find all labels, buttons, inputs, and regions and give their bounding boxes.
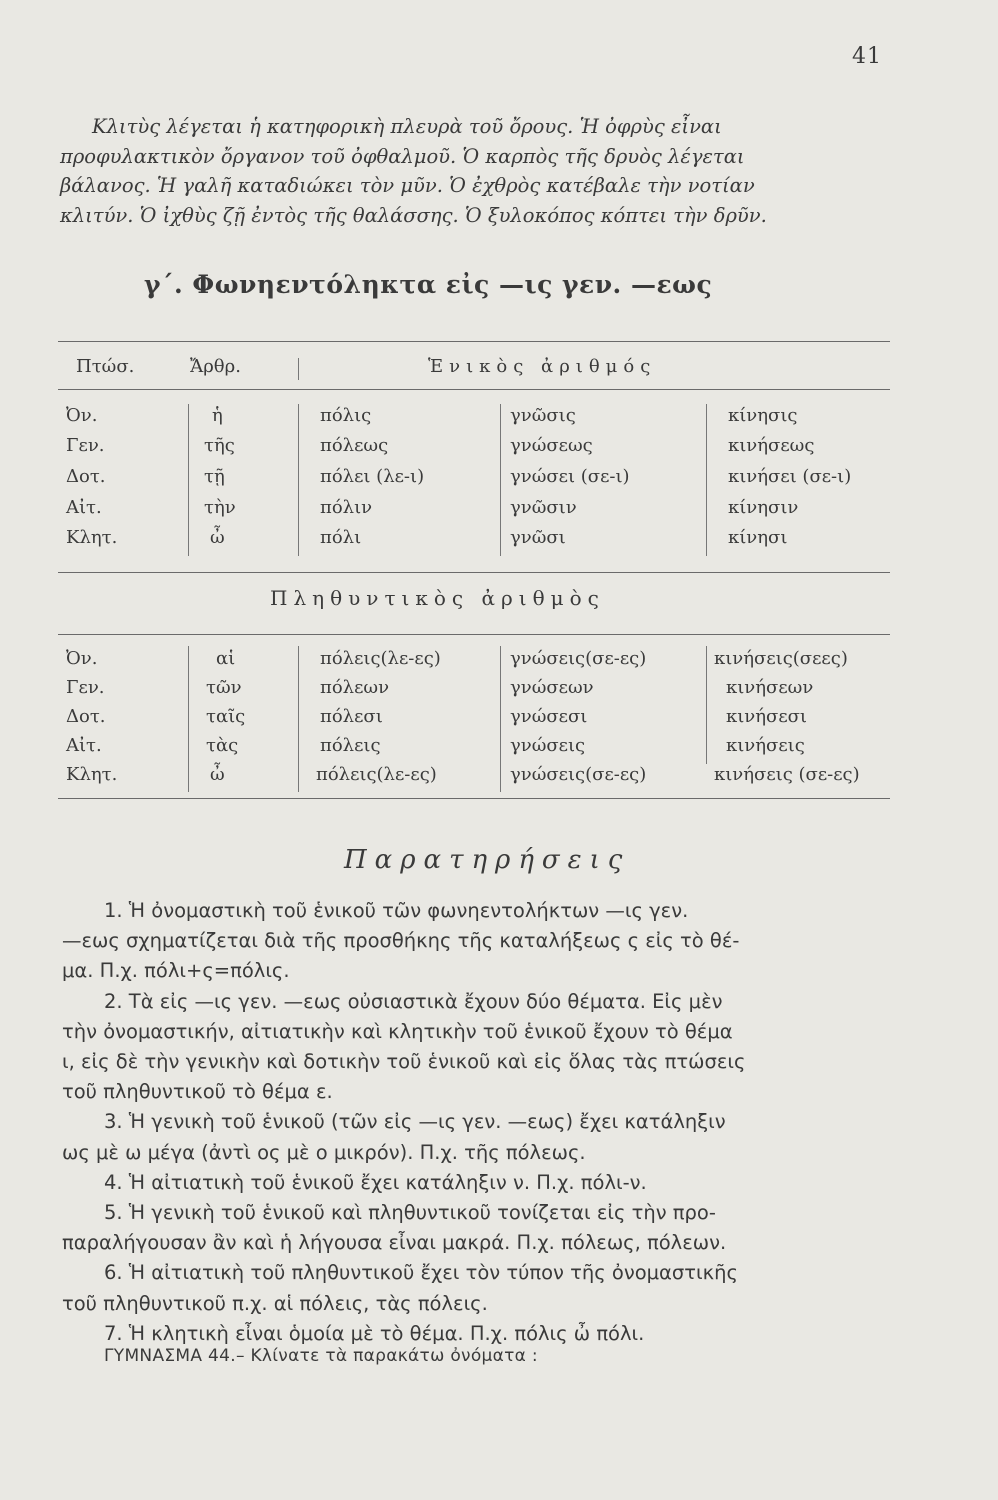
page-number: 41 — [852, 44, 882, 69]
cell-case: Κλητ. — [66, 764, 118, 785]
note-line: 6. Ἡ αἰτιατικὴ τοῦ πληθυντικοῦ ἔχει τὸν τύπον τῆς ὀνομαστικῆς — [104, 1261, 738, 1285]
cell-article: ἡ — [212, 405, 223, 426]
table-rule — [58, 634, 890, 635]
cell-word: γνώσεως — [510, 435, 593, 456]
cell-word: κίνησις — [728, 405, 798, 426]
cell-word: πόλεσι — [320, 706, 383, 727]
cell-word: γνῶσι — [510, 527, 566, 548]
cell-word: πόλεις(λε-ες) — [320, 648, 441, 669]
table-rule — [58, 798, 890, 799]
header-singular: Ἑνικὸς ἀριθμός — [428, 356, 657, 377]
cell-word: γνῶσιν — [510, 497, 577, 518]
note-line: 2. Τὰ εἰς —ις γεν. —εως οὐσιαστικὰ ἔχουν δύο θέματα. Εἰς μὲν — [104, 989, 723, 1013]
table-rule — [58, 389, 890, 390]
note-line: τοῦ πληθυντικοῦ τὸ θέμα ε. — [62, 1080, 333, 1104]
header-article: Ἄρθρ. — [190, 356, 241, 377]
cell-article: τὴν — [204, 497, 236, 518]
cell-case: Ὀν. — [66, 648, 98, 669]
cell-article: ὦ — [210, 527, 225, 548]
cell-word: κινήσεις (σε-ες) — [714, 764, 860, 785]
cell-word: πόλις — [320, 405, 372, 426]
note-line: μα. Π.χ. πόλι+ς=πόλις. — [62, 959, 290, 983]
note-line: τὴν ὀνομαστικήν, αἰτιατικὴν καὶ κλητικὴν τοῦ ἑνικοῦ ἔχουν τὸ θέμα — [62, 1019, 733, 1043]
cell-word: κινήσεσι — [726, 706, 807, 727]
note-line: 7. Ἡ κλητικὴ εἶναι ὁμοία μὲ τὸ θέμα. Π.χ. πόλις ὦ πόλι. — [104, 1321, 645, 1345]
cell-word: γνῶσις — [510, 405, 576, 426]
cell-word: πόλει (λε-ι) — [320, 466, 425, 487]
cell-word: πόλεως — [320, 435, 389, 456]
cell-article: ταῖς — [206, 706, 246, 727]
cell-word: γνώσεων — [510, 677, 594, 698]
cell-case: Δοτ. — [66, 706, 106, 727]
cell-word: κινήσει (σε-ι) — [728, 466, 852, 487]
cell-article: αἱ — [216, 648, 236, 669]
note-line: 1. Ἡ ὀνομαστικὴ τοῦ ἑνικοῦ τῶν φωνηεντολήκτων —ις γεν. — [104, 899, 689, 922]
cell-article: τῶν — [206, 677, 242, 698]
column-divider — [188, 646, 189, 792]
notes-list — [62, 896, 912, 1349]
note-line: ως μὲ ω μέγα (ἀντὶ ος μὲ ο μικρόν). Π.χ. τῆς πόλεως. — [62, 1140, 586, 1164]
cell-word: γνώσει (σε-ι) — [510, 466, 630, 487]
column-divider — [298, 646, 299, 792]
table-rule — [58, 341, 890, 342]
note-line: 5. Ἡ γενικὴ τοῦ ἑνικοῦ καὶ πληθυντικοῦ τονίζεται εἰς τὴν προ- — [104, 1201, 716, 1225]
note-line: 3. Ἡ γενικὴ τοῦ ἑνικοῦ (τῶν εἰς —ις γεν. —εως) ἔχει κατάληξιν — [104, 1110, 726, 1134]
note-line: ι, εἰς δὲ τὴν γενικὴν καὶ δοτικὴν τοῦ ἑνικοῦ καὶ εἰς ὅλας τὰς πτώσεις — [62, 1050, 746, 1074]
cell-word: γνώσεις(σε-ες) — [510, 764, 647, 785]
intro-line: κλιτύν. Ὁ ἰχθὺς ζῇ ἐντὸς τῆς θαλάσσης. Ὁ ξυλοκόπος κόπτει τὴν δρῦν. — [60, 203, 767, 227]
cell-case: Δοτ. — [66, 466, 106, 487]
cell-word: κινήσεις(σεες) — [714, 648, 848, 669]
cell-article: τῇ — [204, 466, 225, 487]
cell-word: κινήσεων — [726, 677, 814, 698]
intro-line: βάλανος. Ἡ γαλῆ καταδιώκει τὸν μῦν. Ὁ ἐχθρὸς κατέβαλε τὴν νοτίαν — [60, 174, 755, 197]
note-line: 4. Ἡ αἰτιατικὴ τοῦ ἑνικοῦ ἔχει κατάληξιν ν. Π.χ. πόλι-ν. — [104, 1170, 647, 1194]
column-divider — [298, 404, 299, 556]
section-heading: γ΄. Φωνηεντόληκτα εἰς —ις γεν. —εως — [144, 270, 713, 299]
cell-word: πόλεις(λε-ες) — [316, 764, 437, 785]
intro-line: προφυλακτικὸν ὄργανον τοῦ ὀφθαλμοῦ. Ὁ καρπὸς τῆς δρυὸς λέγεται — [60, 144, 745, 168]
cell-word: πόλεων — [320, 677, 390, 698]
cell-article: τὰς — [206, 735, 239, 756]
intro-line: Κλιτὺς λέγεται ἡ κατηφορικὴ πλευρὰ τοῦ ὄρους. Ἡ ὀφρὺς εἶναι — [92, 115, 722, 138]
cell-word: κίνησι — [728, 527, 788, 548]
cell-case: Αἰτ. — [66, 497, 102, 518]
cell-word: γνώσεσι — [510, 706, 588, 727]
cell-case: Ὀν. — [66, 405, 98, 426]
column-divider — [188, 404, 189, 556]
cell-word: κινήσεις — [726, 735, 805, 756]
cell-word: πόλιν — [320, 497, 373, 518]
cell-case: Γεν. — [66, 435, 105, 456]
column-divider — [500, 646, 501, 792]
table-rule — [58, 572, 890, 573]
cell-case: Κλητ. — [66, 527, 118, 548]
notes-title: Παρατηρήσεις — [344, 845, 631, 875]
intro-paragraph — [60, 112, 900, 230]
exercise-heading: ΓΥΜΝΑΣΜΑ 44.– Κλίνατε τὰ παρακάτω ὀνόματα : — [104, 1346, 538, 1366]
column-divider — [500, 404, 501, 556]
cell-word: γνώσεις — [510, 735, 586, 756]
note-line: —εως σχηματίζεται διὰ τῆς προσθήκης τῆς καταλήξεως ς εἰς τὸ θέ- — [62, 929, 740, 953]
cell-case: Γεν. — [66, 677, 105, 698]
cell-case: Αἰτ. — [66, 735, 102, 756]
column-divider — [706, 404, 707, 556]
cell-article: τῆς — [204, 435, 235, 456]
plural-title: Πληθυντικὸς ἀριθμὸς — [270, 586, 605, 610]
cell-word: κινήσεως — [728, 435, 815, 456]
header-case: Πτώσ. — [76, 356, 135, 377]
cell-article: ὦ — [210, 764, 225, 785]
cell-word: κίνησιν — [728, 497, 799, 518]
cell-word: πόλι — [320, 527, 362, 548]
note-line: τοῦ πληθυντικοῦ π.χ. αἱ πόλεις, τὰς πόλεις. — [62, 1291, 488, 1315]
header-divider — [298, 358, 299, 380]
note-line: παραλήγουσαν ἂν καὶ ἡ λήγουσα εἶναι μακρά. Π.χ. πόλεως, πόλεων. — [62, 1231, 727, 1255]
cell-word: πόλεις — [320, 735, 381, 756]
cell-word: γνώσεις(σε-ες) — [510, 648, 647, 669]
column-divider — [706, 646, 707, 764]
